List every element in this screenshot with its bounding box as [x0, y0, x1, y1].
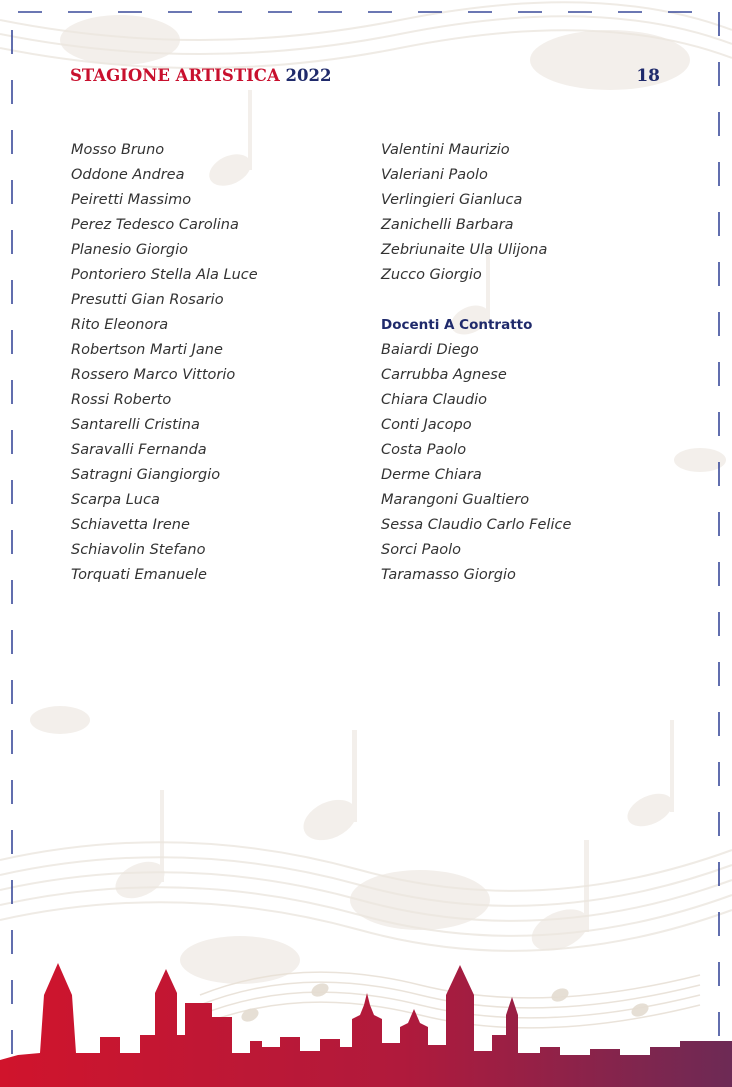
list-item: Zanichelli Barbara: [381, 217, 514, 233]
list-item: Rito Eleonora: [71, 317, 169, 333]
list-item: Baiardi Diego: [381, 342, 479, 358]
list-item: Taramasso Giorgio: [381, 567, 516, 583]
list-item: Presutti Gian Rosario: [71, 292, 224, 308]
list-item: Sessa Claudio Carlo Felice: [381, 517, 572, 533]
list-item: Rossi Roberto: [71, 392, 172, 408]
left-name-column: [71, 138, 258, 588]
list-item: Pontoriero Stella Ala Luce: [71, 267, 258, 283]
list-item: Scarpa Luca: [71, 492, 160, 508]
list-item: Derme Chiara: [381, 467, 482, 483]
list-item: Torquati Emanuele: [71, 567, 207, 583]
season-year: 2022: [285, 66, 332, 85]
list-item: Mosso Bruno: [71, 142, 165, 158]
list-item: Valentini Maurizio: [381, 142, 510, 158]
list-item: Sorci Paolo: [381, 542, 462, 558]
page-number: 18: [636, 66, 660, 86]
list-item: Valeriani Paolo: [381, 167, 488, 183]
list-item: Chiara Claudio: [381, 392, 488, 408]
list-item: Zucco Giorgio: [381, 267, 482, 283]
list-item: Schiavolin Stefano: [71, 542, 206, 558]
list-item: Saravalli Fernanda: [71, 442, 207, 458]
list-item: Marangoni Gualtiero: [381, 492, 530, 508]
city-skyline-silhouette: [0, 955, 732, 1087]
list-item: Perez Tedesco Carolina: [71, 217, 239, 233]
list-item: Carrubba Agnese: [381, 367, 507, 383]
list-item: Santarelli Cristina: [71, 417, 200, 433]
list-item: Costa Paolo: [381, 442, 467, 458]
list-item: Satragni Giangiorgio: [71, 467, 221, 483]
contract-teachers-heading: Docenti A Contratto: [381, 317, 533, 333]
list-item: Conti Jacopo: [381, 417, 472, 433]
season-title: STAGIONE ARTISTICA: [70, 66, 280, 85]
page-header: [70, 66, 662, 90]
list-item: Planesio Giorgio: [71, 242, 189, 258]
right-name-column: [381, 138, 571, 588]
list-item: Verlingieri Gianluca: [381, 192, 523, 208]
list-item: Rossero Marco Vittorio: [71, 367, 236, 383]
list-item: Schiavetta Irene: [71, 517, 190, 533]
list-item: Robertson Marti Jane: [71, 342, 223, 358]
list-item: Peiretti Massimo: [71, 192, 192, 208]
list-item: Oddone Andrea: [71, 167, 185, 183]
list-item: Zebriunaite Ula Ulijona: [381, 242, 548, 258]
